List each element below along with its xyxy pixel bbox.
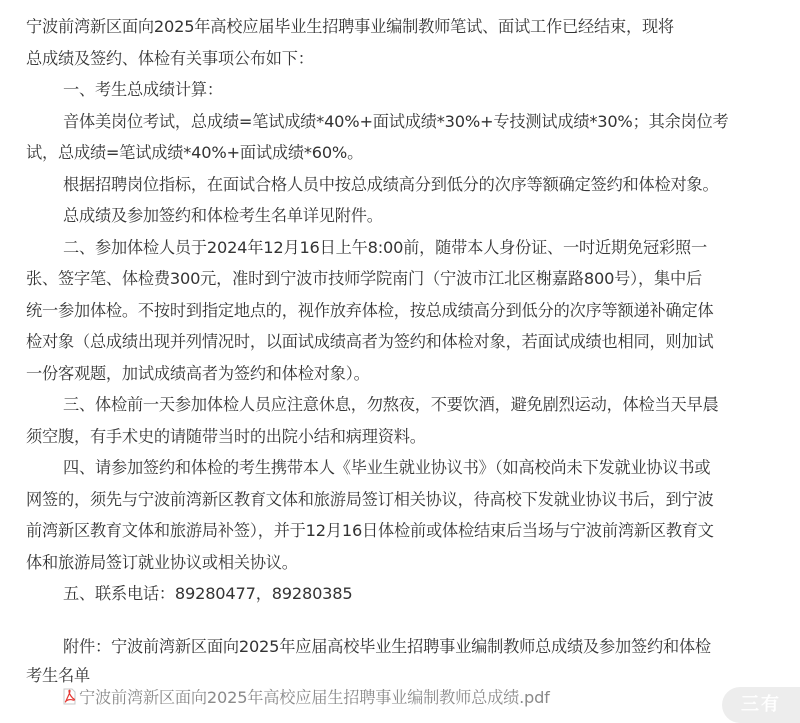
section-3-line-2: 须空腹，有手术史的请随带当时的出院小结和病理资料。 xyxy=(26,427,426,446)
selection-rule-paragraph: 根据招聘岗位指标，在面试合格人员中按总成绩高分到低分的次序等额确定签约和体检对象。 xyxy=(63,175,719,194)
section-4-line-3: 前湾新区教育文体和旅游局补签），并于12月16日体检前或体检结束后当场与宁波前湾新区教育文 xyxy=(26,521,714,540)
contact-phone: 五、联系电话：89280477，89280385 xyxy=(63,584,353,603)
paragraph-intro-line-1: 宁波前湾新区面向2025年高校应届毕业生招聘事业编制教师笔试、面试工作已经结束，现将 xyxy=(26,17,674,36)
section-2-line-2: 张、签字笔、体检费300元，准时到宁波市技师学院南门（宁波市江北区榭嘉路800号），集中后 xyxy=(26,269,703,288)
score-formula-line-2: 试，总成绩=笔试成绩*40%+面试成绩*60%。 xyxy=(26,143,364,162)
section-3-line-1: 三、体检前一天参加体检人员应注意休息，勿熬夜，不要饮酒，避免剧烈运动，体检当天早晨 xyxy=(63,395,719,414)
section-2-line-5: 一份客观题，加试成绩高者为签约和体检对象）。 xyxy=(26,364,370,383)
attachment-title-line-1: 附件：宁波前湾新区面向2025年应届高校毕业生招聘事业编制教师总成绩及参加签约和体检 xyxy=(63,637,711,656)
attachment-link[interactable] xyxy=(62,685,550,711)
section-4-line-2: 网签的，须先与宁波前湾新区教育文体和旅游局签订相关协议，待高校下发就业协议书后，到宁波 xyxy=(26,490,714,509)
section-4-line-4: 体和旅游局签订就业协议或相关协议。 xyxy=(26,553,298,572)
paragraph-intro-line-2: 总成绩及签约、体检有关事项公布如下： xyxy=(26,49,314,68)
section-2-line-4: 检对象（总成绩出现并列情况时，以面试成绩高者为签约和体检对象，若面试成绩也相同，则加试 xyxy=(26,332,714,351)
pdf-icon xyxy=(62,688,77,705)
watermark-badge: 三有 xyxy=(722,687,800,723)
namelist-note: 总成绩及参加签约和体检考生名单详见附件。 xyxy=(63,206,383,225)
attachment-title-line-2: 考生名单 xyxy=(26,666,90,685)
section-2-line-3: 统一参加体检。不按时到指定地点的，视作放弃体检，按总成绩高分到低分的次序等额递补确定体 xyxy=(26,301,714,320)
section-1-heading: 一、考生总成绩计算： xyxy=(63,80,223,99)
section-2-line-1: 二、参加体检人员于2024年12月16日上午8:00前，随带本人身份证、一吋近期免冠彩照一 xyxy=(63,238,707,257)
attachment-filename[interactable]: 宁波前湾新区面向2025年高校应届生招聘事业编制教师总成绩.pdf xyxy=(79,688,550,707)
section-4-line-1: 四、请参加签约和体检的考生携带本人《毕业生就业协议书》（如高校尚未下发就业协议书或 xyxy=(63,458,711,477)
score-formula-line-1: 音体美岗位考试，总成绩=笔试成绩*40%+面试成绩*30%+专技测试成绩*30%；其余岗位考 xyxy=(63,112,729,131)
